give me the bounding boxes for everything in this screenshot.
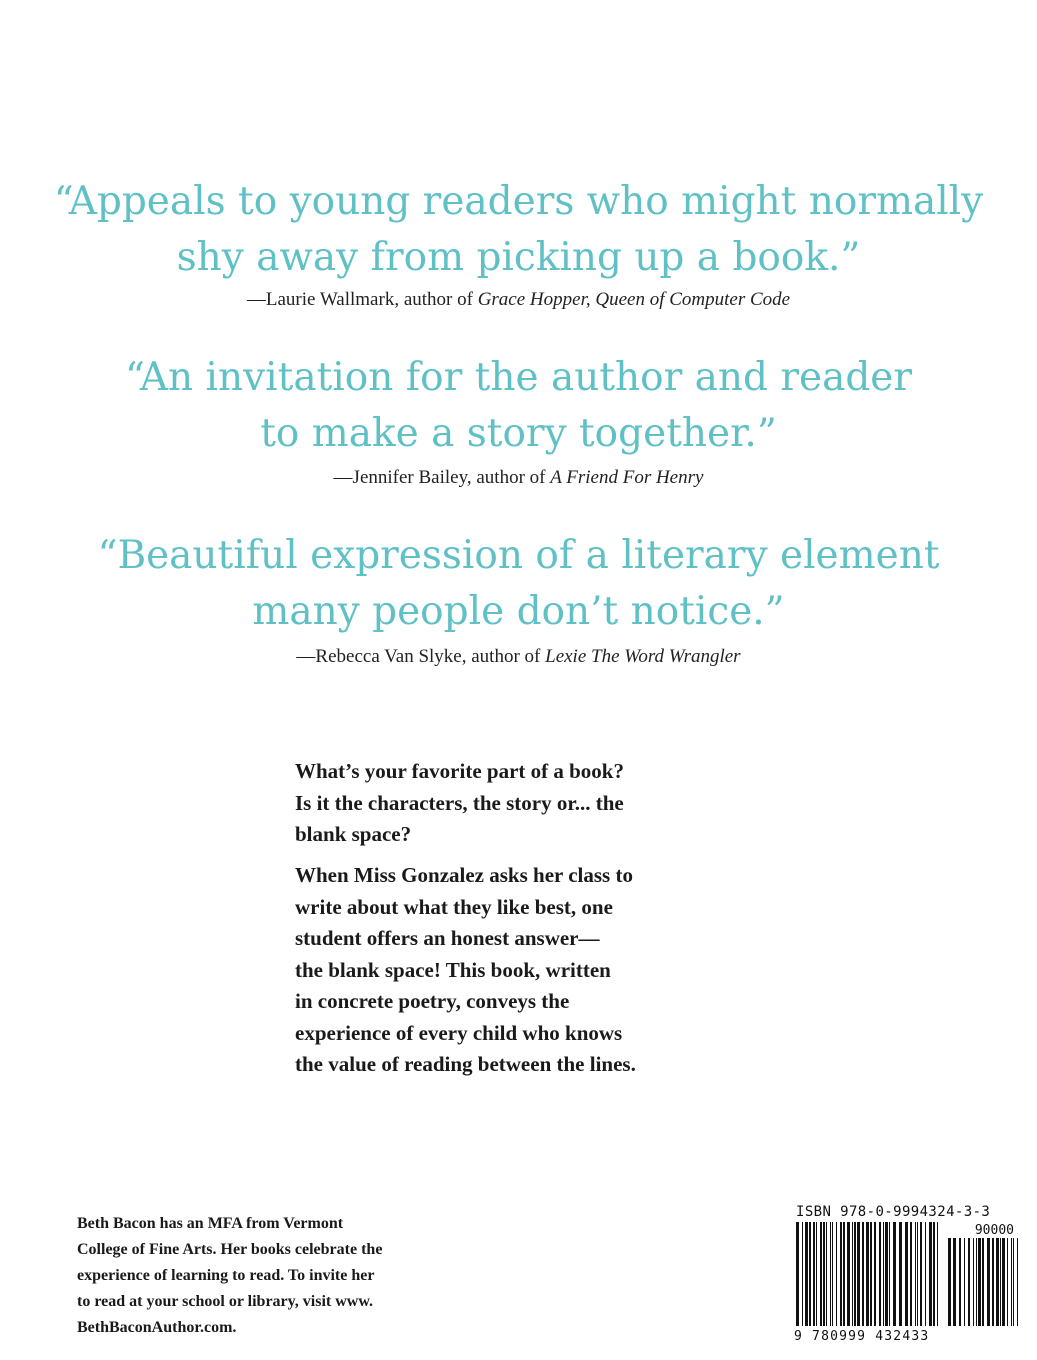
quote-3-line-1: “Beautiful expression of a literary element — [97, 533, 940, 578]
barcode-bar — [899, 1222, 902, 1326]
barcode-bar — [987, 1238, 990, 1326]
quote-1-attribution — [0, 288, 1037, 312]
barcode-bar — [843, 1222, 845, 1326]
barcode-bar — [933, 1222, 935, 1326]
barcode-bar — [948, 1238, 951, 1326]
barcode-bar — [1013, 1238, 1014, 1326]
barcode-bar — [1000, 1238, 1001, 1326]
barcode-bar — [805, 1222, 808, 1326]
quote-3-line-2: many people don’t notice.” — [252, 589, 785, 634]
blurb-line: What’s your favorite part of a book? — [295, 759, 624, 783]
blurb-line: student offers an honest answer— — [295, 926, 600, 950]
barcode-bar — [929, 1222, 932, 1326]
isbn-barcode — [792, 1222, 1020, 1344]
barcode-bar — [992, 1238, 994, 1326]
blurb-paragraph-2 — [295, 860, 735, 1081]
author-bio — [77, 1211, 477, 1341]
barcode-bar — [917, 1222, 918, 1326]
barcode-bar — [973, 1238, 974, 1326]
price-code: 90000 — [974, 1223, 1014, 1238]
isbn-label: ISBN 978-0-9994324-3-3 — [796, 1204, 991, 1220]
barcode-bar — [959, 1238, 961, 1326]
bio-line: College of Fine Arts. Her books celebrate the — [77, 1241, 383, 1258]
barcode-bar — [978, 1238, 981, 1326]
barcode-bar — [968, 1238, 970, 1326]
barcode-bar — [874, 1222, 876, 1326]
attribution-prefix: —Jennifer Bailey, author of — [333, 467, 551, 488]
barcode-bar — [893, 1222, 896, 1326]
barcode-bar — [840, 1222, 842, 1326]
barcode-bar — [854, 1222, 856, 1326]
barcode-bar — [826, 1222, 827, 1326]
attribution-prefix: —Rebecca Van Slyke, author of — [296, 646, 546, 667]
book-title: Grace Hopper, Queen of Computer Code — [477, 289, 791, 310]
barcode-bar — [920, 1222, 922, 1326]
barcode-bar — [830, 1222, 831, 1326]
bio-line: to read at your school or library, visit www. — [77, 1293, 373, 1310]
attribution-prefix: —Laurie Wallmark, author of — [246, 289, 478, 310]
barcode-bar — [836, 1222, 837, 1326]
barcode-bar — [857, 1222, 860, 1326]
barcode-bar — [976, 1238, 977, 1326]
blurb-paragraph-1 — [295, 756, 735, 851]
blurb-line: write about what they like best, one — [295, 894, 613, 919]
bio-line: Beth Bacon has an MFA from Vermont — [77, 1215, 344, 1232]
barcode-bar — [866, 1222, 869, 1326]
blurb-line: Is it the characters, the story or... the — [295, 790, 624, 815]
blurb-line: the value of reading between the lines. — [295, 1052, 636, 1076]
barcode-bar — [820, 1222, 822, 1326]
barcode-bar — [796, 1222, 799, 1326]
barcode-bar — [885, 1222, 888, 1326]
barcode-bar — [862, 1222, 864, 1326]
book-title: Lexie The Word Wrangler — [545, 646, 741, 667]
barcode-bar — [883, 1222, 884, 1326]
barcode-graphic — [792, 1222, 1020, 1344]
barcode-bar — [1007, 1238, 1008, 1326]
barcode-bar — [802, 1222, 803, 1326]
blurb-line: experience of every child who knows — [295, 1020, 623, 1045]
barcode-bar — [879, 1222, 881, 1326]
barcode-bar — [905, 1222, 908, 1326]
book-title: A Friend For Henry — [550, 467, 704, 488]
barcode-bar — [915, 1222, 916, 1326]
barcode-bar — [1017, 1238, 1018, 1326]
blurb-line: the blank space! This book, written — [295, 957, 611, 982]
barcode-bar — [816, 1222, 817, 1326]
barcode-bar — [823, 1222, 825, 1326]
barcode-bar — [813, 1222, 815, 1326]
barcode-bar — [937, 1222, 938, 1326]
barcode-bar — [953, 1238, 956, 1326]
barcode-bar — [847, 1222, 850, 1326]
barcode-bar — [852, 1222, 853, 1326]
bio-line: experience of learning to read. To invite her — [77, 1267, 375, 1284]
barcode-bar — [925, 1222, 926, 1326]
blurb-line: in concrete poetry, conveys the — [295, 989, 570, 1013]
quote-1-line-2: shy away from picking up a book.” — [176, 235, 861, 280]
barcode-bar — [870, 1222, 872, 1326]
quote-2-line-2: to make a story together.” — [260, 411, 777, 456]
barcode-bar — [889, 1222, 890, 1326]
barcode-bar — [982, 1238, 984, 1326]
quote-1-line-1: “Appeals to young readers who might normally — [53, 179, 984, 224]
barcode-bar — [1011, 1238, 1012, 1326]
blurb-line: blank space? — [295, 822, 412, 846]
barcode-bar — [809, 1222, 811, 1326]
blurb-line: When Miss Gonzalez asks her class to — [295, 863, 633, 887]
quote-2-attribution — [0, 466, 1037, 490]
barcode-bar — [996, 1238, 999, 1326]
bio-line: BethBaconAuthor.com. — [77, 1319, 237, 1336]
quote-3-attribution — [0, 645, 1037, 669]
barcode-bar — [964, 1238, 965, 1326]
quote-2-line-1: “An invitation for the author and reader — [124, 355, 913, 400]
barcode-bar — [910, 1222, 912, 1326]
barcode-bar — [1002, 1238, 1005, 1326]
ean-digits: 9 780999 432433 — [794, 1329, 930, 1344]
barcode-bar — [832, 1222, 833, 1326]
